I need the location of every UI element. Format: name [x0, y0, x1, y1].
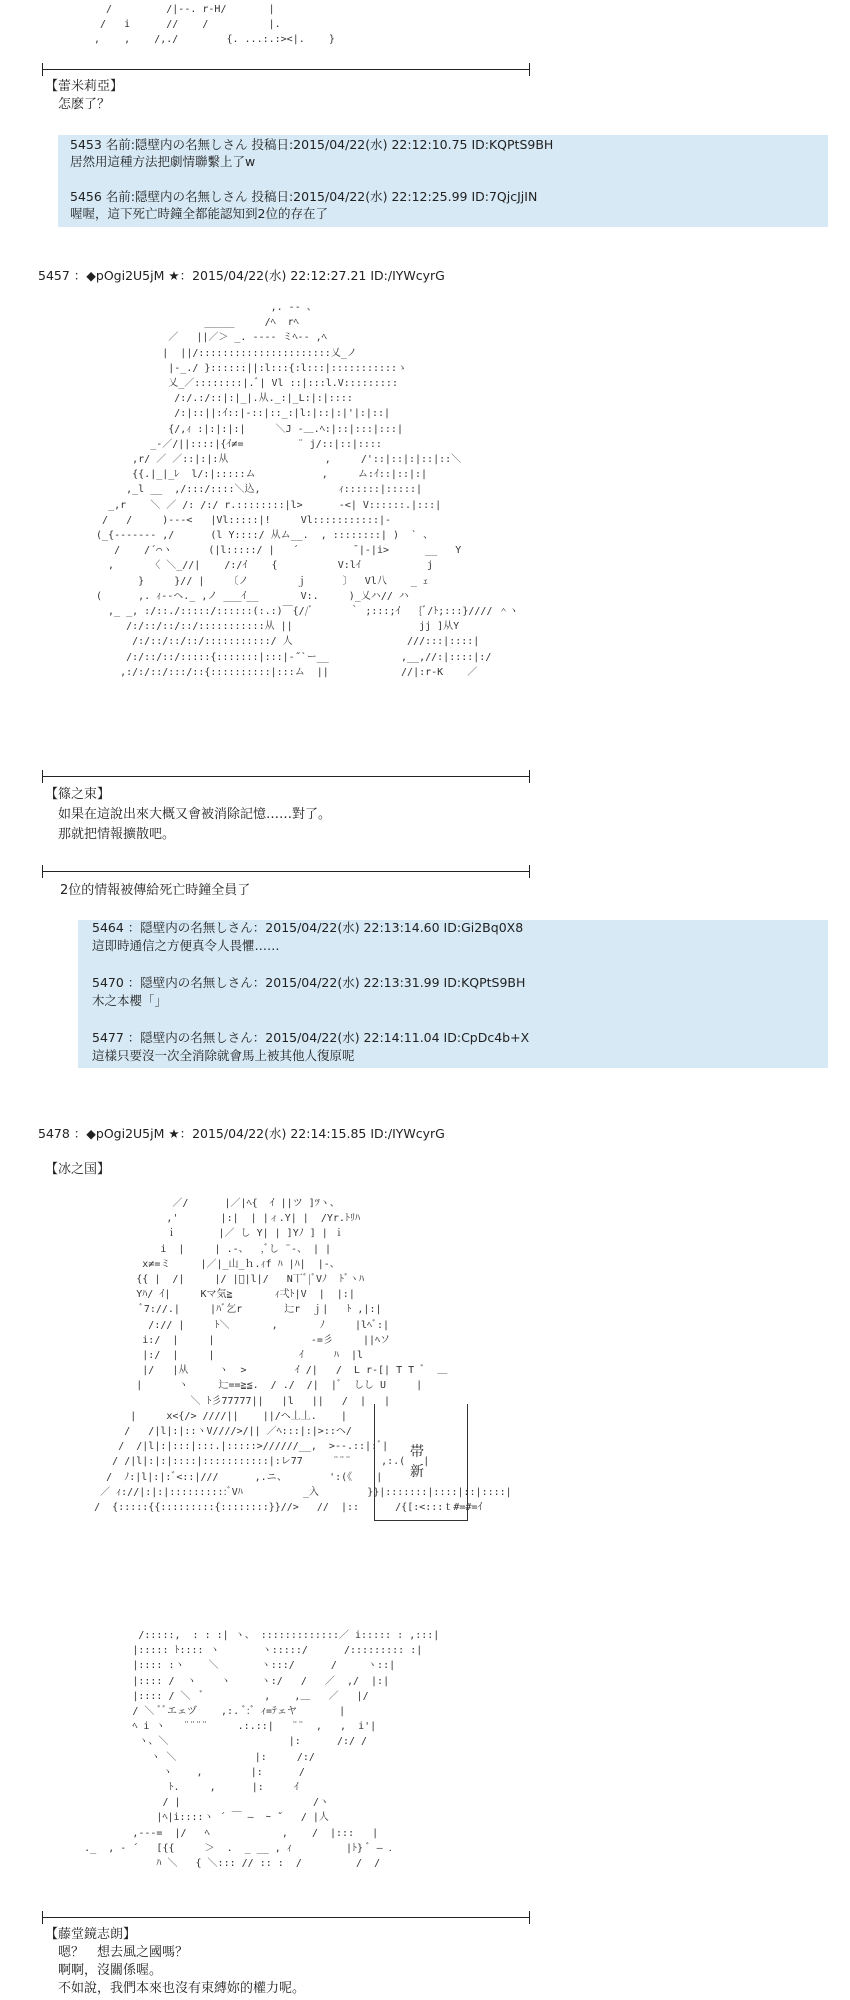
ascii-art-line: ﾄ. , |: ｲ: [30, 1782, 299, 1794]
ascii-art-line: / ﾉ:|l|:|:ﾞ<::|/// ,.ニ、 ':(《 |: [58, 1471, 383, 1483]
quote-text: 居然用這種方法把劇情聯繫上了w: [70, 154, 256, 169]
ascii-art-line: / /|--. r-H/ |: [88, 4, 275, 15]
ascii-art-line: / {:::::{{:::::::::{::::::::}}//> // |:: /{[:<:::ｔ#=#=ｲ: [58, 1502, 483, 1514]
ascii-art-line: _____ /ﾍ rﾍ: [90, 317, 299, 329]
ascii-art-line: 乂_／::::::::|.ﾞ| Vl ::|:::l.V:::::::::: [90, 378, 398, 390]
quote-text: 這即時通信之方便真令人畏懼……: [92, 938, 280, 953]
ascii-art-line: } }// | 〔ノ ｊ 〕 Vl八 _ ｪ: [90, 575, 428, 587]
ascii-art-line: ( ,. ｨ--ヘ._ ,ノ ___ｲ__ V:. )_乂ハ// ハ: [90, 590, 409, 602]
ascii-art-line: / /|l|:|:::|:::.|:::::>//////__, >--.::|:ﾞ|: [58, 1441, 389, 1453]
ascii-art-line: / i // / |.: [88, 19, 281, 31]
sign-char: 帯: [410, 1444, 424, 1460]
ascii-art-line: (_{------- ,/ (l Y::::/ 从ム__. , ::::::::| ) ` 、: [90, 530, 434, 542]
quoted-comments-box: [58, 135, 828, 227]
ascii-art-line: ,_l __ ,/:::/::::＼込, ｨ::::::|:::::|: [90, 484, 423, 496]
ascii-art-line: ,:/:/::/:::/::{::::::::::|:::ム || //|:r-K ／: [90, 666, 478, 678]
location-tag: 【冰之国】: [45, 1162, 111, 1177]
ascii-art-line: ,r/ ／ ／::|:|:从 , /'::|::|:|::|::＼: [90, 454, 462, 466]
ascii-art-line: /:::::, : : :| ヽ、 :::::::::::::／ i::::: : ,:::|: [30, 1630, 440, 1641]
ascii-art-line: /:|::||:ｲ::|-::|::_:|l:|::|:|'|:|::|: [90, 408, 391, 420]
ascii-art-line: |:::: / ＼ ﾞ , ,＿ ／ |/: [30, 1690, 369, 1702]
ascii-art-line: |:::: / ヽ ヽ ヽ:/ / ／ ,/ |:|: [30, 1675, 390, 1687]
ascii-art-line: | ||/::::::::::::::::::::::乂_ノ: [90, 347, 357, 359]
ascii-art-line: ._ , - ´ [{{ ＞ . _ __ , ｨ |ﾄ} ﾞ ― ．: [30, 1842, 399, 1854]
ascii-art-line: /:/::/::/::/:::::::::::/ 人 ///:::|::::|: [90, 636, 480, 648]
post-header: 5478 ：◆pOgi2U5jM ★：2015/04/22(水) 22:14:15.85 ID:/IYWcyrG: [38, 1126, 445, 1141]
speaker-label: 【篠之束】: [45, 787, 111, 802]
ascii-art-line: ﾞ7://.| |ﾊﾞ乞r 辷r ｊ| ﾄ ,|:|: [58, 1304, 382, 1316]
ascii-art-line: ﾍ i ヽ ¨¨¨¨ .:.::| ¨¨ , , i'|: [30, 1721, 377, 1733]
quote-text: 木之本櫻「」: [92, 993, 168, 1008]
ascii-art-line: ／ ||／＞ _. ---- ミﾍ-- ,ﾍ: [90, 332, 327, 344]
ascii-art-line: |ﾍ|i::::ヽ ´ ￣ ― ｰ ˝ / |人: [30, 1812, 329, 1824]
ascii-art-line: |::::: ﾄ:::: ヽ ヽ:::::/ /::::::::: :|: [30, 1645, 423, 1657]
dialogue-line: 嗯？ 想去風之國嗎？: [58, 1945, 189, 1960]
post-header: 5457 ：◆pOgi2U5jM ★：2015/04/22(水) 22:12:27.21 ID:/IYWcyrG: [38, 268, 445, 283]
ascii-art-top-fragment: [88, 2, 335, 48]
ascii-art-line: i | | .-、 ,ﾞし ¨-、 | |: [58, 1243, 332, 1255]
quote-header: 5456 名前:隠壁内の名無しさん 投稿日:2015/04/22(水) 22:12:25.99 ID:7QjcJjIN: [70, 189, 538, 204]
ascii-art-line: ,. -- 、: [90, 302, 317, 313]
ascii-art-line: _-／/||::::|{ｲ≠= ¨ j/::|::|::::: [90, 438, 382, 450]
ascii-art-line: ｉ |／ し Y| | ]Yﾉ ] | ｉ: [58, 1228, 344, 1240]
divider: [42, 871, 530, 872]
ascii-art-line: /:/::/::/:::::{:::::::|:::|-˝`ー__ ,__,//:|::::|:/: [90, 651, 492, 663]
ascii-art-line: ヽ ＼ |: /:/: [30, 1751, 315, 1763]
ascii-art-line: ＼ ﾄ彡77777|| |l || / | |: [58, 1395, 391, 1407]
quote-header: 5477 ：隠壁内の名無しさん：2015/04/22(水) 22:14:11.04 ID:CpDc4b+X: [92, 1030, 530, 1045]
ascii-art-line: {/,ｨ :|:|:|:| ＼J -＿.ﾍ:|::|:::|:::|: [90, 423, 403, 435]
ascii-art-line: ,_ _, :/::./:::::/::::::(:.:)￣{//ﾞ ｀ ;:::;ｲ {ﾞ/ﾄ;:::}//// ＾ヽ: [90, 606, 519, 618]
divider: [42, 69, 530, 70]
quote-text: 這樣只要沒一次全消除就會馬上被其他人復原呢: [92, 1048, 355, 1063]
ascii-art-line: i:/ | | -=彡 ||ﾍソ: [58, 1334, 391, 1346]
ascii-art-line: |:/ | | ｲ ﾊ |l: [58, 1350, 364, 1362]
ascii-art-line: /:/::/::/::/:::::::::::从 || jj ]从Y: [90, 621, 460, 633]
dialogue-line: 啊啊，沒關係喔。: [58, 1963, 163, 1978]
speaker-label: 【藤堂鏡志朗】: [45, 1927, 137, 1942]
ascii-art-line: |/ |从 ヽ > ｲ /| / L r-[| T T ﾞ ＿: [58, 1365, 448, 1377]
ascii-art-line: ,---= |/ ﾍ , / |::: |: [30, 1827, 379, 1839]
ascii-art-line: / /´⌒ヽ (|l:::::/ | ´ ̄ |-|i> __ Y: [90, 545, 462, 557]
ascii-art-line: / | /ヽ: [30, 1797, 329, 1809]
dialogue-line: 怎麽了？: [58, 97, 111, 112]
ascii-art-line: {{.|_|_ﾚ l/:|:::::ム , ム:ｲ::|::|:|: [90, 469, 428, 481]
sign-char: 新: [410, 1464, 424, 1480]
ascii-art-line: / /|l|:|::ヽV////>/|| ／ﾍ:::|:|>::ヘ/: [58, 1426, 358, 1438]
ascii-art-line: , 〈 ＼_//| /:/ｲ { V:lｲ j: [90, 560, 434, 572]
ascii-art-line: ﾊ ＼ { ＼::: // :: : / / /: [30, 1858, 381, 1870]
ascii-art-character-portrait: [30, 1628, 439, 1871]
ascii-art-line: ／ ｨ://|:|:|::::::::::ﾞVﾊ _入 }}|:::::::|::::|::|::::|: [58, 1486, 512, 1498]
ascii-art-line: _,r ＼ ／ /: /:/ r.::::::::|l> -<| V::::::.|:::|: [90, 499, 442, 511]
ascii-art-line: Yﾊ/ ｲ| Kマ気≧ ｨ弌ﾄ|V | |:|: [58, 1289, 355, 1301]
ascii-art-line: | x<{/> ////|| ||/ヘ丄丄. |: [58, 1410, 347, 1422]
dialogue-line: 那就把情報擴散吧。: [58, 827, 176, 842]
quote-header: 5453 名前:隠壁内の名無しさん 投稿日:2015/04/22(水) 22:12:10.75 ID:KQPtS9BH: [70, 137, 554, 152]
ascii-art-line: x≠=ミ |／|_山_ｈ.ｨf ﾊ |ﾊ| |-、: [58, 1258, 340, 1270]
ascii-art-line: |:::: :ヽ ＼ ヽ:::/ / ヽ::|: [30, 1660, 396, 1672]
ascii-art-line: ヽ , |: /: [30, 1766, 305, 1778]
quote-header: 5470 ：隠壁内の名無しさん：2015/04/22(水) 22:13:31.99 ID:KQPtS9BH: [92, 975, 526, 990]
ascii-art-line: | ヽ 辷==≧≦. / ./ /| |ﾞ しし U |: [58, 1380, 423, 1392]
ascii-art-line: ヽ、＼ |: /:/ /: [30, 1736, 368, 1748]
ascii-art-line: / / )---< |Vl:::::|! Vl:::::::::::|-: [90, 514, 392, 526]
ascii-art-line: |-_./ }::::::||:l:::{:l:::|:::::::::::ゝ: [90, 362, 408, 374]
ascii-art-line: /:/.:/::|:|_|.从._:|_L:|:|::::: [90, 393, 353, 405]
ascii-art-line: ／/ |／|ﾍ{ ｲ ||ツ ]ﾂヽ、: [58, 1198, 340, 1209]
ascii-art-line: {{ | /| |/ |ﾞ|l|/ N丅ﾞ|ﾞVﾉ ﾄﾞヽﾊ: [58, 1274, 365, 1286]
dialogue-line: 如果在這說出來大概又會被消除記憶……對了。: [58, 807, 332, 822]
ascii-art-line: , , /,./ {. ...:.:><|. }: [88, 34, 335, 46]
ascii-art-line: / /|l|:|:|::::|:::::::::::|:レ77 ¨¨¨ ,:.( |: [58, 1456, 430, 1468]
quote-header: 5464 ：隠壁内の名無しさん：2015/04/22(水) 22:13:14.60 ID:Gi2Bq0X8: [92, 920, 524, 935]
ascii-art-line: / ＼ ﾞﾞエェヅ ,:. ﾞ:ﾞ ｨ=ﾃェヤ |: [30, 1706, 346, 1718]
quoted-comments-box: [78, 920, 828, 1068]
narration-line: 2位的情報被傳給死亡時鐘全員了: [60, 883, 251, 898]
divider: [42, 1917, 530, 1918]
divider: [42, 776, 530, 777]
ascii-art-line: /:// | ﾄ＼ , ﾉ |lﾍﾞ:|: [58, 1319, 390, 1331]
ascii-art-character-group: [90, 300, 519, 680]
ascii-art-line: ,' |:| | |ィ.Y| | /Yr.ﾄﾘﾊ: [58, 1213, 360, 1225]
quote-text: 喔喔，這下死亡時鐘全都能認知到2位的存在了: [70, 206, 328, 221]
dialogue-line: 不如說，我們本來也沒有束縛妳的權力呢。: [58, 1981, 306, 1996]
speaker-label: 【蕾米莉亞】: [45, 79, 124, 94]
